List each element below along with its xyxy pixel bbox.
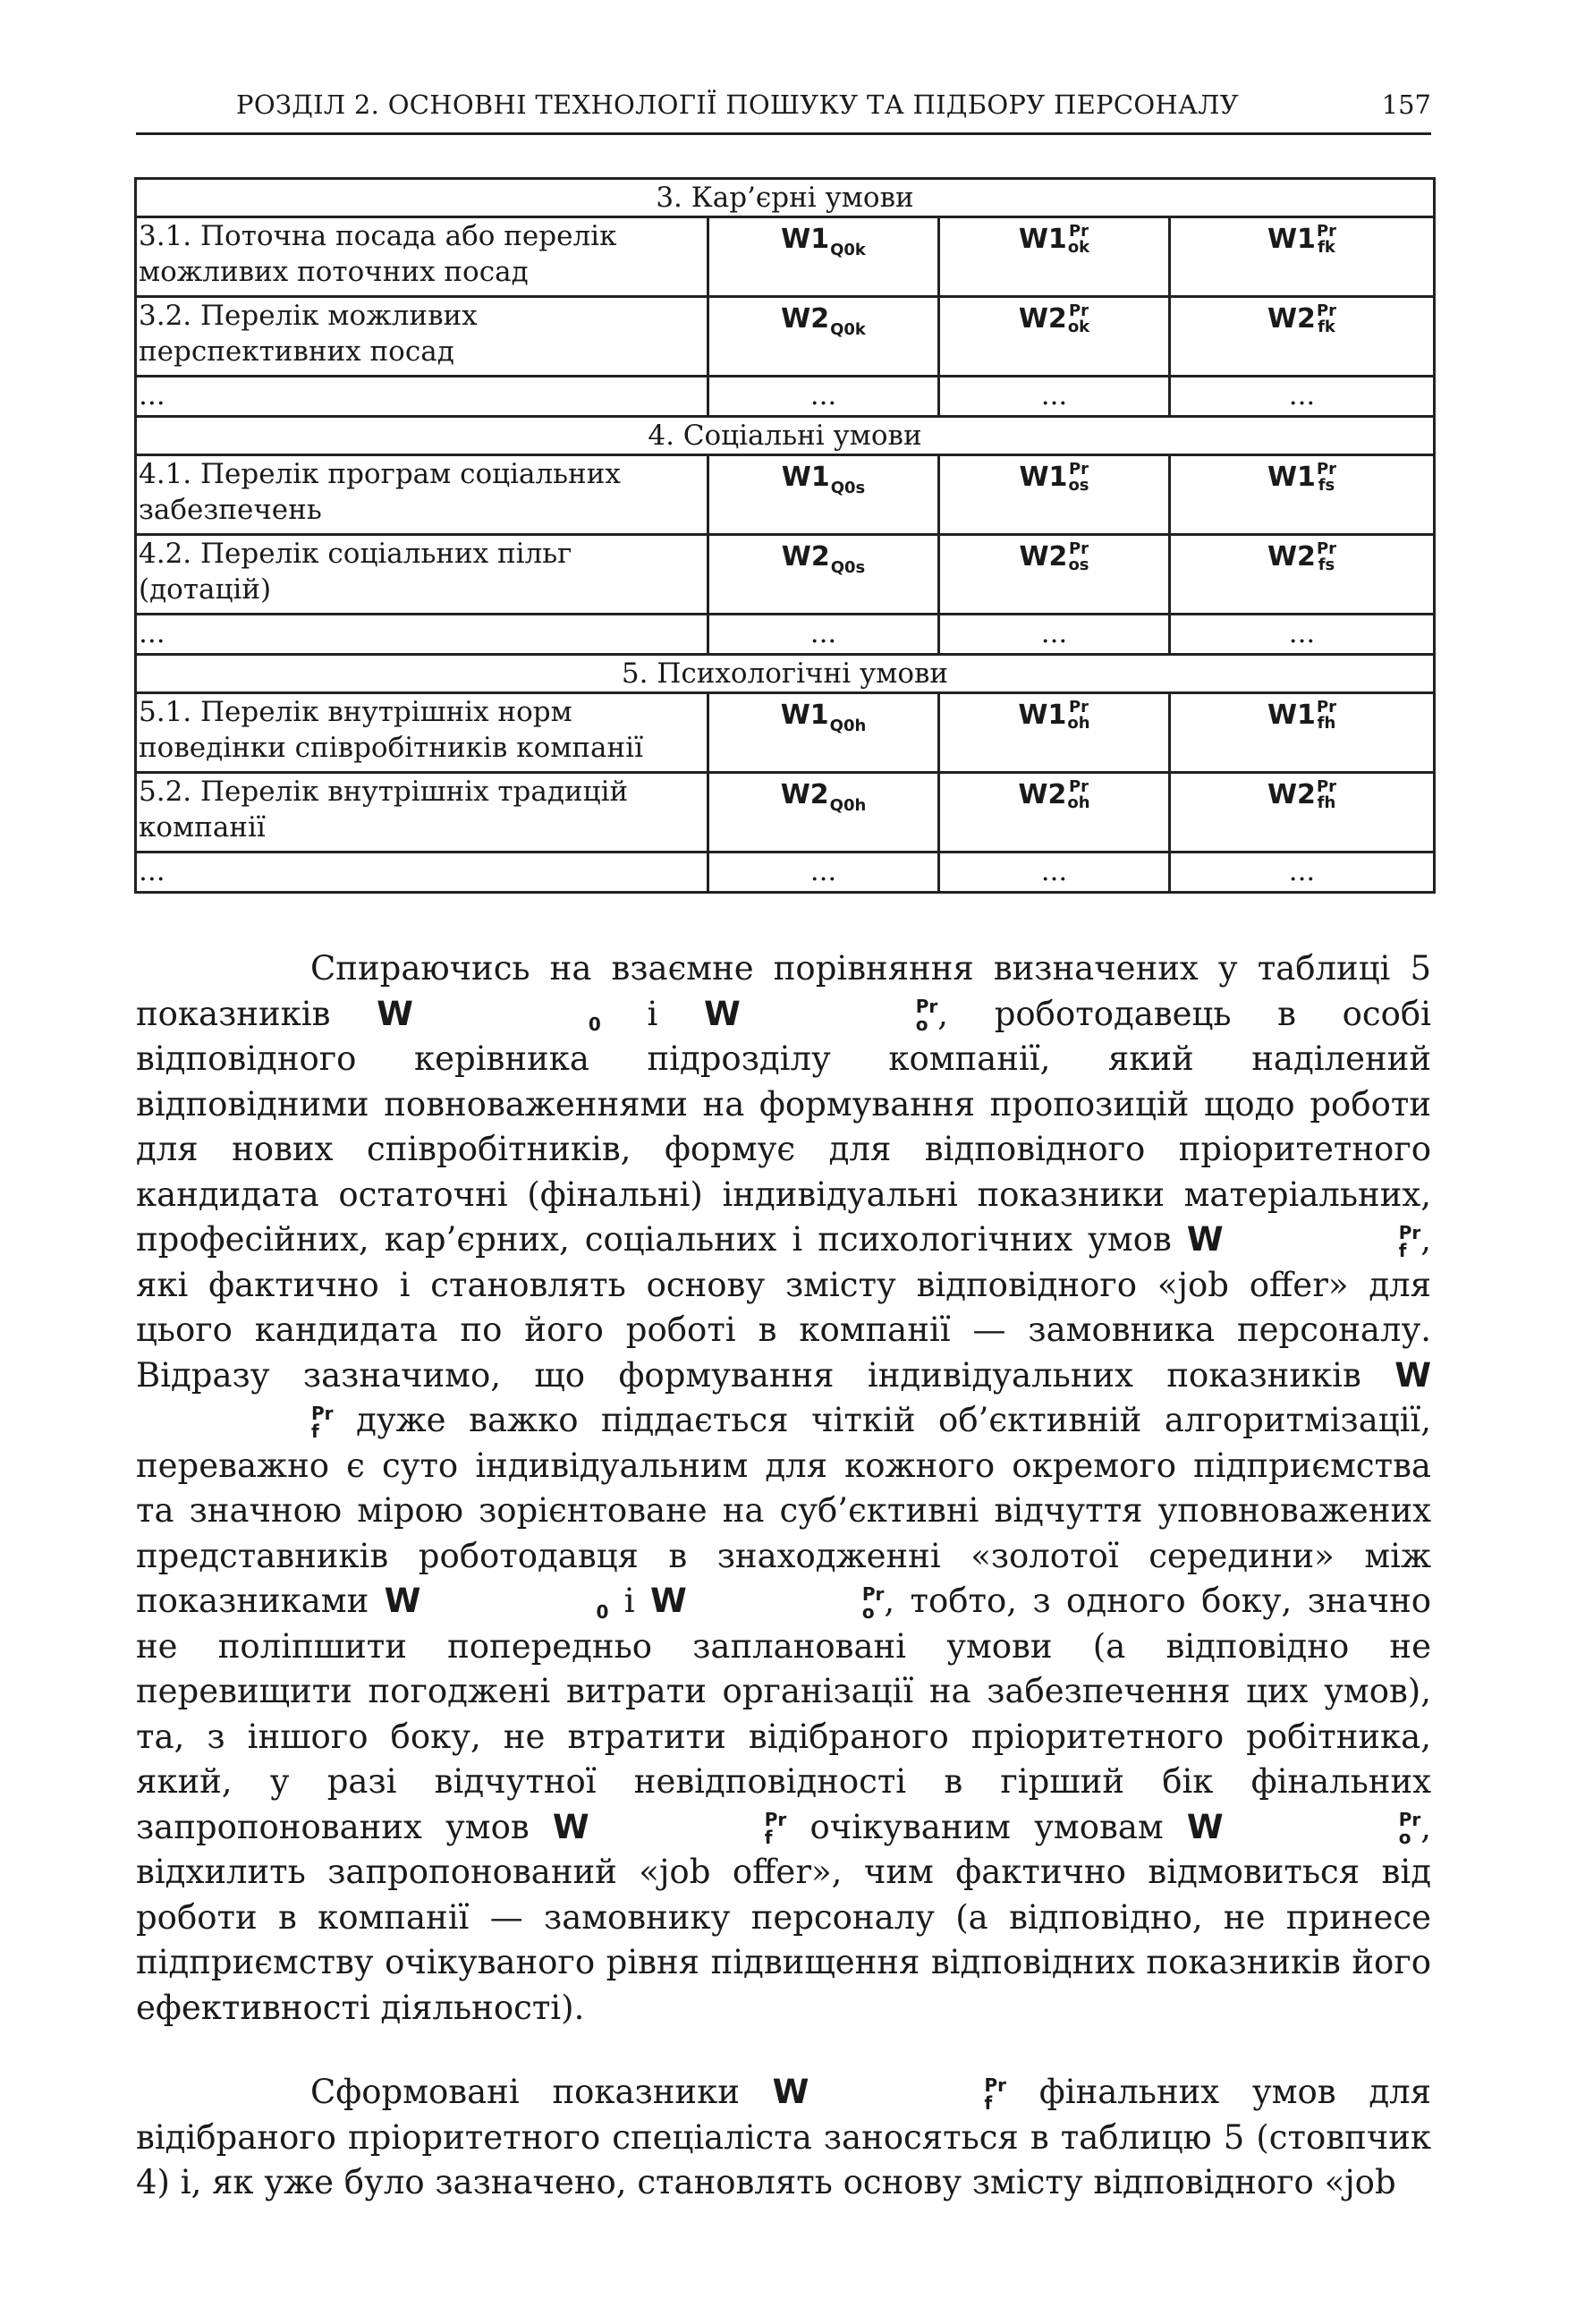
- ellipsis-cell: ...: [1170, 377, 1435, 417]
- ellipsis-cell: ...: [939, 615, 1170, 655]
- row-label: 3.2. Перелік можливих перспективних посад: [136, 297, 708, 377]
- expected-indicator: W1 Pr ok: [939, 217, 1170, 297]
- final-indicator: W1 Pr fs: [1170, 455, 1435, 535]
- table-row: [136, 773, 1435, 852]
- row-label: 3.1. Поточна посада або перелік можливих поточних посад: [136, 217, 708, 297]
- body-paragraph-2: Сформовані показники W Pr f фінальних умов для відібраного пріоритетного спеціаліста заносяться в таблицю 5 (стовпчик 4) і, як уже було зазначено, становлять основу змісту відповідного «job: [136, 2073, 1431, 2201]
- table-row: [136, 455, 1435, 535]
- math-symbol: W Pr f: [772, 2073, 1006, 2114]
- table-section-header: [136, 655, 1435, 693]
- row-label: 5.1. Перелік внутрішніх норм поведінки співробітників компанії: [136, 693, 708, 773]
- expected-indicator: W1 Pr oh: [939, 693, 1170, 773]
- section-title: 5. Психологічні умови: [136, 655, 1435, 693]
- expected-indicator: W2 Pr ok: [939, 297, 1170, 377]
- ellipsis-cell: ...: [136, 377, 708, 417]
- body-paragraph-1: Спираючись на взаємне порівняння визначених у таблиці 5 показників W 0 і W Pr o , роботодавець в особі відповідного керівника підрозділу компанії, який наділений відповідними повноваженнями на формування пропозицій щодо роботи для нових співробітників, формує для відповідного пріоритетного кандидата остаточні (фінальні) індивідуальні показники матеріальних, професійних, кар’єрних, соціальних і психологічних умов W Pr f , які фактично і становлять основу змісту відповідного «job offer» для цього кандидата по його роботі в компанії — замовника персоналу. Відразу зазначимо, що формування індивідуальних показників W Pr f дуже важко піддається чіткій об’єктивній алгоритмізації, переважно є суто індивідуальним для кожного окремого підприємства та значною мірою зорієнтоване на суб’єктивні відчуття уповноважених представників роботодавця в знаходженні «золотої середини» між показниками W 0 і W Pr o , тобто, з одного боку, значно не поліпшити попередньо заплановані умови (а відповідно не перевищити погоджені витрати організації на забезпечення цих умов), та, з іншого боку, не втратити відібраного пріоритетного робітника, який, у разі відчутної невідповідності в гірший бік фінальних запропонованих умов W Pr f очікуваним умовам W Pr o , відхилить запропонований «job offer», чим фактично відмовиться від роботи в компанії — замовнику персоналу (а відповідно, не принесе підприємству очікуваного рівня підвищення відповідних показників його ефективності діяльності).: [136, 949, 1432, 2027]
- planned-indicator: W2 Q0h: [708, 773, 939, 852]
- table-section-header: [136, 417, 1435, 455]
- planned-indicator: W1 Q0s: [708, 455, 939, 535]
- row-label: 5.2. Перелік внутрішніх традицій компанії: [136, 773, 708, 852]
- math-symbol: W Pr f: [311, 1355, 1431, 1442]
- section-title: 4. Соціальні умови: [136, 417, 1435, 455]
- ellipsis-cell: ...: [939, 377, 1170, 417]
- ellipsis-cell: ...: [708, 615, 939, 655]
- table-row: [136, 297, 1435, 377]
- planned-indicator: W1 Q0k: [708, 217, 939, 297]
- running-title: РОЗДІЛ 2. ОСНОВНІ ТЕХНОЛОГІЇ ПОШУКУ ТА ПІДБОРУ ПЕРСОНАЛУ: [236, 89, 1240, 120]
- row-label: 4.1. Перелік програм соціальних забезпечень: [136, 455, 708, 535]
- ellipsis-cell: ...: [939, 852, 1170, 893]
- final-indicator: W2 Pr fh: [1170, 773, 1435, 852]
- final-indicator: W1 Pr fk: [1170, 217, 1435, 297]
- ellipsis-row: [136, 377, 1435, 417]
- ellipsis-row: [136, 852, 1435, 893]
- math-symbol: W Pr f: [1186, 1220, 1421, 1261]
- table-row: [136, 217, 1435, 297]
- expected-indicator: W1 Pr os: [939, 455, 1170, 535]
- table-row: [136, 535, 1435, 615]
- ellipsis-cell: ...: [136, 852, 708, 893]
- math-symbol: W Pr o: [1186, 1807, 1421, 1848]
- math-symbol: W Pr f: [552, 1807, 787, 1848]
- ellipsis-cell: ...: [1170, 615, 1435, 655]
- table-row: [136, 693, 1435, 773]
- final-indicator: W2 Pr fs: [1170, 535, 1435, 615]
- page-header: [136, 88, 1431, 135]
- section-title: 3. Кар’єрні умови: [136, 179, 1435, 217]
- ellipsis-cell: ...: [136, 615, 708, 655]
- conditions-table: [134, 177, 1436, 894]
- math-symbol: W Pr o: [650, 1582, 885, 1623]
- table-section-header: [136, 179, 1435, 217]
- planned-indicator: W2 Q0k: [708, 297, 939, 377]
- ellipsis-cell: ...: [1170, 852, 1435, 893]
- math-symbol: W 0: [384, 1582, 609, 1623]
- math-symbol: W 0: [377, 994, 601, 1035]
- expected-indicator: W2 Pr os: [939, 535, 1170, 615]
- planned-indicator: W2 Q0s: [708, 535, 939, 615]
- ellipsis-row: [136, 615, 1435, 655]
- ellipsis-cell: ...: [708, 852, 939, 893]
- row-label: 4.2. Перелік соціальних пільг (дотацій): [136, 535, 708, 615]
- ellipsis-cell: ...: [708, 377, 939, 417]
- math-symbol: W Pr o: [703, 994, 938, 1035]
- final-indicator: W1 Pr fh: [1170, 693, 1435, 773]
- final-indicator: W2 Pr fk: [1170, 297, 1435, 377]
- page-number: 157: [1381, 89, 1431, 120]
- planned-indicator: W1 Q0h: [708, 693, 939, 773]
- expected-indicator: W2 Pr oh: [939, 773, 1170, 852]
